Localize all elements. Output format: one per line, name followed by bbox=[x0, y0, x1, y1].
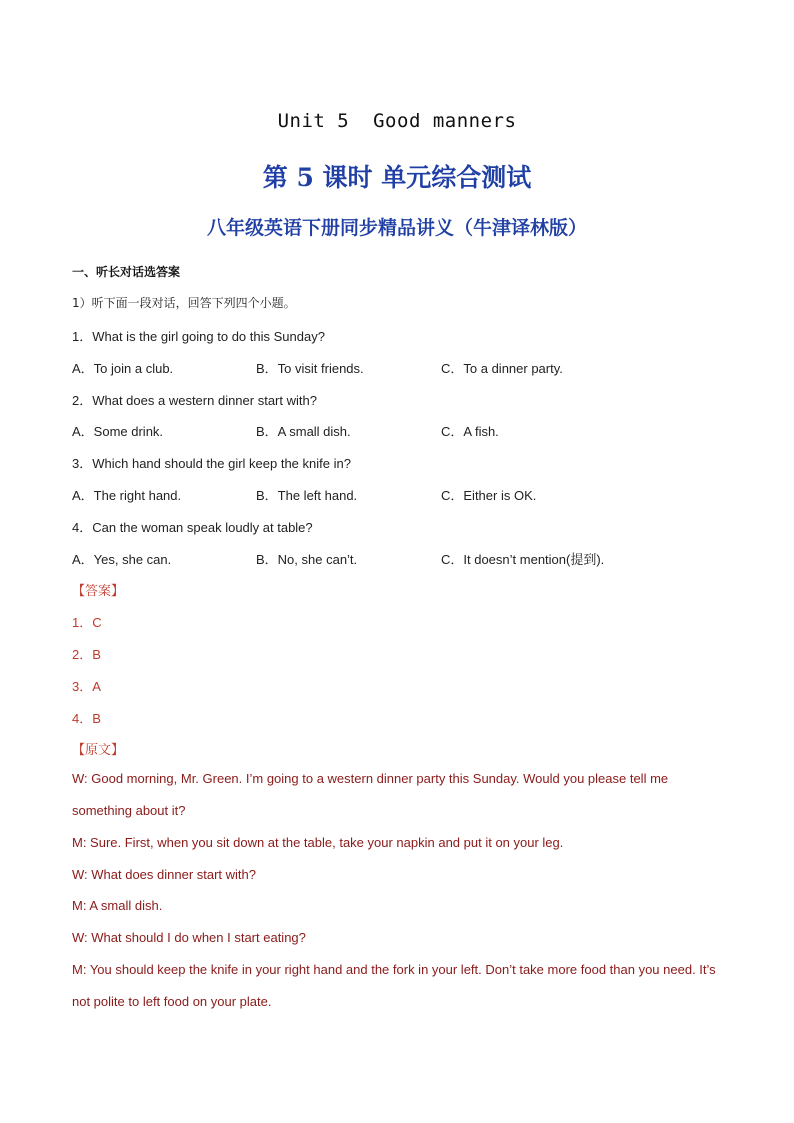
transcript-label: 【原文】 bbox=[72, 743, 125, 758]
question-1-option-b: B．To visit friends. bbox=[256, 361, 364, 376]
question-4-option-a: A．Yes, she can. bbox=[72, 552, 172, 567]
question-2: 2．What does a western dinner start with? bbox=[72, 393, 317, 408]
transcript-line: M: Sure. First, when you sit down at the table, take your napkin and put it on your leg. bbox=[72, 835, 564, 850]
question-4-option-b: B．No, she can’t. bbox=[256, 552, 358, 567]
question-4-option-c: C．It doesn’t mention(提到). bbox=[441, 552, 605, 567]
question-1: 1．What is the girl going to do this Sunday? bbox=[72, 329, 325, 344]
answer-label: 【答案】 bbox=[72, 584, 125, 599]
question-1-option-a: A．To join a club. bbox=[72, 361, 174, 376]
answer-item: 1．C bbox=[72, 615, 102, 630]
lesson-title: 第 5 课时 单元综合测试 bbox=[262, 163, 532, 192]
transcript-line: W: What does dinner start with? bbox=[72, 867, 257, 882]
question-4: 4．Can the woman speak loudly at table? bbox=[72, 520, 313, 535]
question-2-option-b: B．A small dish. bbox=[256, 424, 351, 439]
transcript-line: something about it? bbox=[72, 803, 186, 818]
answer-item: 3．A bbox=[72, 679, 101, 694]
unit-title: Unit 5 Good manners bbox=[277, 110, 517, 132]
question-3-option-b: B．The left hand. bbox=[256, 488, 358, 503]
transcript-line: M: A small dish. bbox=[72, 898, 163, 913]
transcript-line: not polite to left food on your plate. bbox=[72, 994, 272, 1009]
section-intro: 1）听下面一段对话，回答下列四个小题。 bbox=[72, 296, 296, 310]
question-2-option-a: A．Some drink. bbox=[72, 424, 164, 439]
question-3-option-c: C．Either is OK. bbox=[441, 488, 537, 503]
answer-item: 2．B bbox=[72, 647, 101, 662]
answer-item: 4．B bbox=[72, 711, 101, 726]
document-subtitle: 八年级英语下册同步精品讲义（牛津译林版） bbox=[206, 217, 587, 239]
question-2-option-c: C．A fish. bbox=[441, 424, 499, 439]
transcript-line: W: What should I do when I start eating? bbox=[72, 930, 306, 945]
transcript-line: M: You should keep the knife in your right hand and the fork in your left. Don’t take more food than you need. It’s bbox=[72, 962, 716, 977]
section-heading: 一、听长对话选答案 bbox=[72, 265, 181, 279]
question-3-option-a: A．The right hand. bbox=[72, 488, 182, 503]
transcript-line: W: Good morning, Mr. Green. I’m going to a western dinner party this Sunday. Would you please tell me bbox=[72, 771, 669, 786]
question-1-option-c: C．To a dinner party. bbox=[441, 361, 563, 376]
question-3: 3．Which hand should the girl keep the knife in? bbox=[72, 456, 351, 471]
